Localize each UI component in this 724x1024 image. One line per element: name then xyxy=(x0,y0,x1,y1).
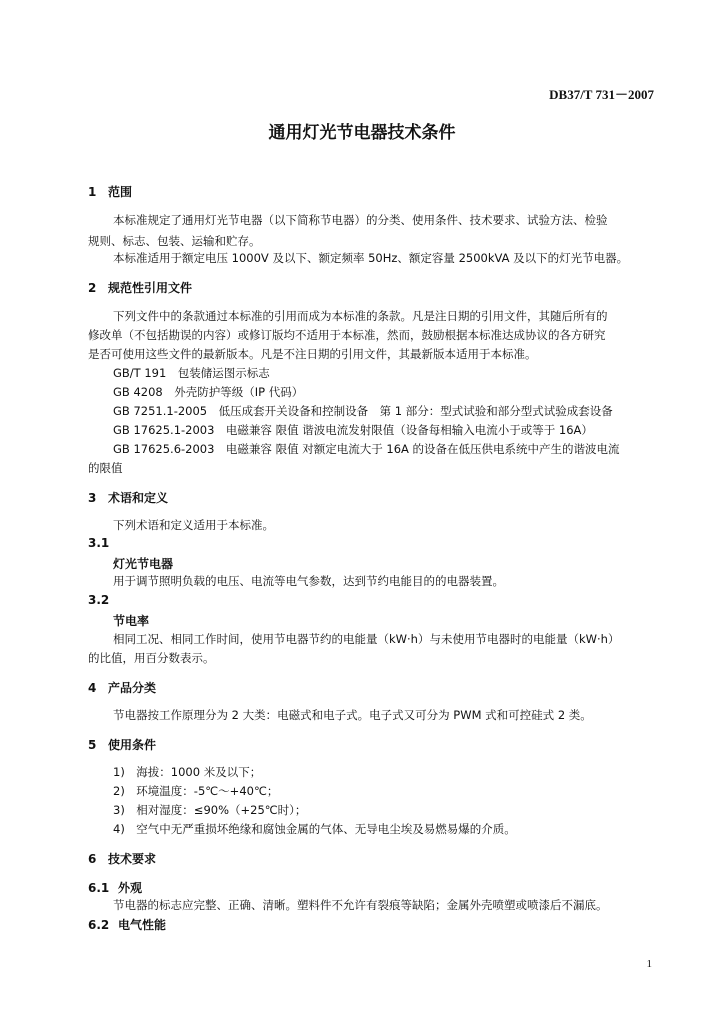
subsection-6-1-heading xyxy=(88,879,142,896)
section-1-heading xyxy=(88,183,132,200)
section-3-heading xyxy=(88,489,168,506)
document-title: 通用灯光节电器技术条件 xyxy=(268,123,456,143)
section-number: 3 xyxy=(88,491,97,505)
list-item: 2) 环境温度：-5℃～+40℃； xyxy=(113,784,279,798)
section-5-heading xyxy=(88,736,156,753)
standard-code: DB37/T 731－2007 xyxy=(549,87,654,102)
reference-item-continuation: 的限值 xyxy=(88,461,123,475)
page-number: 1 xyxy=(646,958,652,970)
term-number: 3.1 xyxy=(88,536,110,550)
section-title: 使用条件 xyxy=(108,738,157,752)
subsection-number: 6.2 xyxy=(88,918,110,932)
term: 节电率 xyxy=(113,614,150,628)
paragraph: 是否可使用这些文件的最新版本。凡是不注日期的引用文件，其最新版本适用于本标准。 xyxy=(88,347,537,361)
paragraph: 下列术语和定义适用于本标准。 xyxy=(113,518,274,532)
section-number: 2 xyxy=(88,281,97,295)
section-title: 产品分类 xyxy=(108,681,157,695)
term-number: 3.2 xyxy=(88,593,110,607)
section-title: 技术要求 xyxy=(108,852,157,866)
term-definition: 相同工况、相同工作时间，使用节电器节约的电能量（kW·h）与未使用节电器时的电能量（kW·h） xyxy=(113,632,620,646)
paragraph: 修改单（不包括勘误的内容）或修订版均不适用于本标准，然而，鼓励根据本标准达成协议的各方研究 xyxy=(88,328,606,342)
term: 灯光节电器 xyxy=(113,557,174,571)
reference-item: GB 4208 外壳防护等级（IP 代码） xyxy=(113,385,304,399)
section-title: 术语和定义 xyxy=(108,491,169,505)
list-item: 3) 相对湿度：≤90%（+25℃时）； xyxy=(113,803,307,817)
section-number: 5 xyxy=(88,738,97,752)
paragraph: 规则、标志、包装、运输和贮存。 xyxy=(88,234,261,248)
list-item: 1) 海拔：1000 米及以下； xyxy=(113,765,262,779)
subsection-6-2-heading xyxy=(88,916,166,933)
reference-item: GB 7251.1-2005 低压成套开关设备和控制设备 第 1 部分：型式试验和部分型式试验成套设备 xyxy=(113,404,613,418)
paragraph: 本标准规定了通用灯光节电器（以下简称节电器）的分类、使用条件、技术要求、试验方法、检验 xyxy=(113,213,608,227)
list-item: 4) 空气中无严重损坏绝缘和腐蚀金属的气体、无导电尘埃及易燃易爆的介质。 xyxy=(113,822,516,836)
term-definition: 的比值，用百分数表示。 xyxy=(88,651,215,665)
section-number: 6 xyxy=(88,852,97,866)
subsection-title: 电气性能 xyxy=(118,918,167,932)
section-title: 规范性引用文件 xyxy=(108,281,193,295)
paragraph: 本标准适用于额定电压 1000V 及以下、额定频率 50Hz、额定容量 2500kVA 及以下的灯光节电器。 xyxy=(113,251,629,265)
paragraph: 节电器的标志应完整、正确、清晰。塑料件不允许有裂痕等缺陷；金属外壳喷塑或喷漆后不漏底。 xyxy=(113,898,608,912)
section-number: 4 xyxy=(88,681,97,695)
subsection-title: 外观 xyxy=(118,881,143,895)
reference-item: GB 17625.6-2003 电磁兼容 限值 对额定电流大于 16A 的设备在低压供电系统中产生的谐波电流 xyxy=(113,442,620,456)
section-title: 范围 xyxy=(108,185,133,199)
section-6-heading xyxy=(88,850,156,867)
section-4-heading xyxy=(88,679,156,696)
reference-item: GB 17625.1-2003 电磁兼容 限值 谐波电流发射限值（设备每相输入电流小于或等于 16A） xyxy=(113,423,593,437)
subsection-number: 6.1 xyxy=(88,881,110,895)
section-2-heading xyxy=(88,279,192,296)
reference-item: GB/T 191 包装储运图示标志 xyxy=(113,366,270,380)
paragraph: 节电器按工作原理分为 2 大类：电磁式和电子式。电子式又可分为 PWM 式和可控硅式 2 类。 xyxy=(113,708,592,722)
paragraph: 下列文件中的条款通过本标准的引用而成为本标准的条款。凡是注日期的引用文件，其随后所有的 xyxy=(113,309,608,323)
term-definition: 用于调节照明负载的电压、电流等电气参数，达到节约电能目的的电器装置。 xyxy=(113,574,504,588)
section-number: 1 xyxy=(88,185,97,199)
